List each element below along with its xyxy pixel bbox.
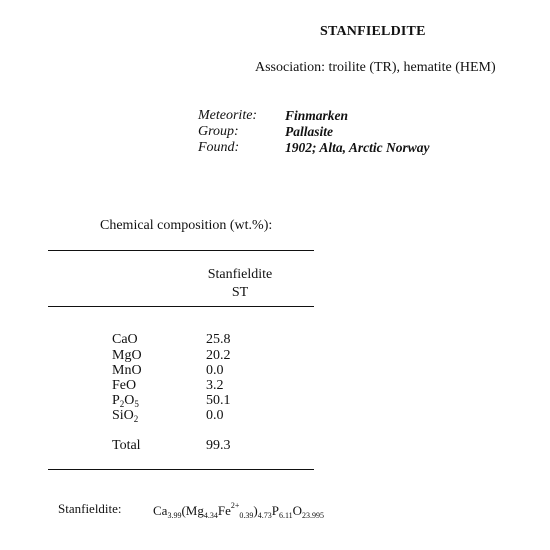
found-label: Found:: [198, 140, 240, 155]
table-header-rule: [48, 306, 314, 307]
association-line: Association: troilite (TR), hematite (HEM): [255, 60, 496, 75]
column-abbrev: ST: [231, 285, 249, 300]
formula-label: Stanfieldite:: [58, 501, 122, 516]
oxide-name: MgO: [112, 348, 142, 363]
oxide-value: 25.8: [206, 332, 231, 347]
oxide-value: 3.2: [206, 378, 224, 393]
mineral-title: STANFIELDITE: [320, 24, 426, 39]
found-value: 1902; Alta, Arctic Norway: [285, 140, 430, 155]
oxide-value: 0.0: [206, 408, 224, 423]
table-top-rule: [48, 250, 314, 251]
group-value: Pallasite: [285, 124, 333, 139]
table-bottom-rule: [48, 469, 314, 470]
oxide-name: FeO: [112, 378, 137, 393]
oxide-name: CaO: [112, 332, 138, 347]
structural-formula: $Ca_{3.99}(Mg_{4.34}Fe^{2+}_{0.39})_{4.73}P_{6.11}O_{23.995}$: [153, 501, 325, 520]
oxide-name: MnO: [112, 363, 142, 378]
composition-title: Chemical composition (wt.%):: [100, 218, 273, 233]
oxide-value: 50.1: [206, 393, 231, 408]
oxide-name: $P_2O_5$: [112, 393, 139, 409]
oxide-value: 20.2: [206, 348, 231, 363]
group-label: Group:: [198, 124, 239, 139]
oxide-value: 0.0: [206, 363, 224, 378]
meteorite-label: Meteorite:: [198, 108, 258, 123]
total-value: 99.3: [206, 438, 231, 453]
oxide-name: SiO$_2$: [112, 408, 139, 424]
column-header: Stanfieldite: [207, 267, 273, 282]
total-label: Total: [112, 438, 141, 453]
meteorite-value: Finmarken: [285, 108, 349, 123]
